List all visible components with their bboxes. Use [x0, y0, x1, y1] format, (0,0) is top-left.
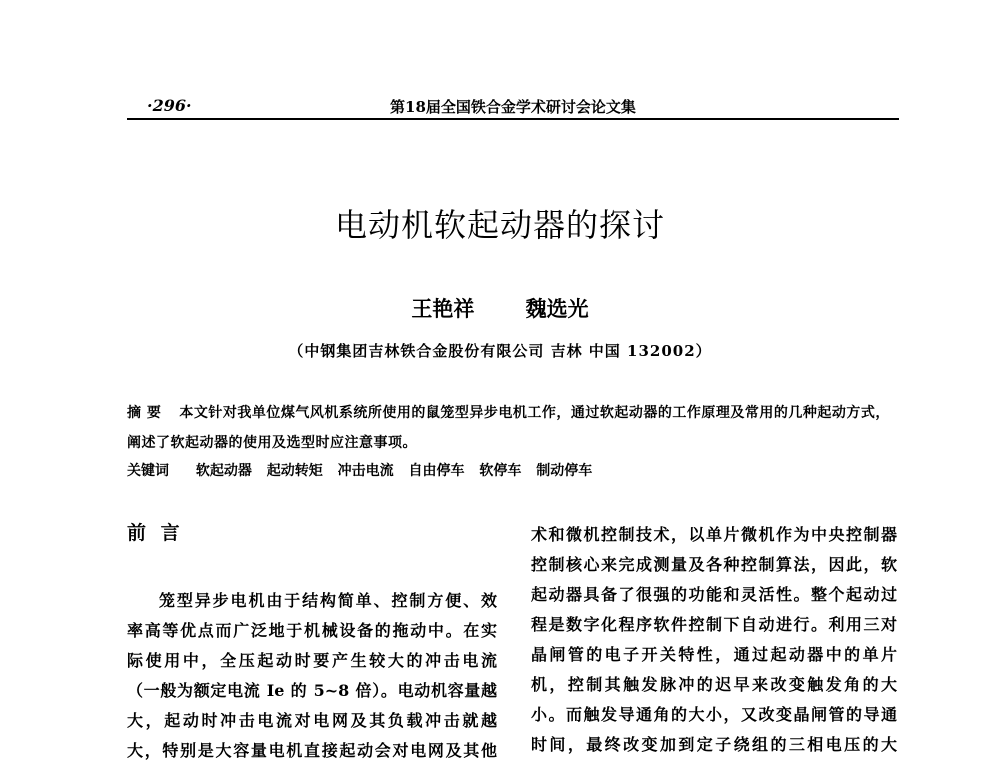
body-line: 晶闸管的电子开关特性，通过起动器中的单片 — [531, 645, 897, 664]
body-line: 起动器具备了很强的功能和灵活性。整个起动过 — [531, 585, 897, 604]
author-name: 王艳祥 — [411, 296, 475, 321]
body-line: 小。而触发导通角的大小，又改变晶闸管的导通 — [531, 705, 897, 724]
body-line: 大，特别是大容量电机直接起动会对电网及其他 — [127, 741, 497, 760]
keyword: 软起动器 — [195, 463, 252, 479]
body-line: 机，控制其触发脉冲的迟早来改变触发角的大 — [531, 675, 897, 694]
page-number: ·296· — [147, 96, 192, 115]
body-line: 程是数字化程序软件控制下自动进行。利用三对 — [531, 615, 897, 634]
abstract-text: 本文针对我单位煤气风机系统所使用的鼠笼型异步电机工作，通过软起动器的工作原理及常用的几种起动方式，阐述了软起动器的使用及选型时应注意事项。 — [127, 405, 890, 451]
author-list — [0, 293, 1000, 323]
body-line: 时间，最终改变加到定子绕组的三相电压的大 — [531, 735, 897, 754]
keyword: 冲击电流 — [337, 463, 394, 479]
keywords-label: 关键词 — [127, 463, 169, 479]
keyword: 软停车 — [479, 463, 522, 479]
body-line: 术和微机控制技术，以单片微机作为中央控制器 — [531, 525, 897, 544]
affiliation: （中钢集团吉林铁合金股份有限公司 吉林 中国 132002） — [288, 342, 712, 360]
left-column — [127, 520, 497, 766]
abstract-label: 摘 要 — [127, 405, 162, 421]
keyword: 自由停车 — [408, 463, 465, 479]
paper-title: 电动机软起动器的探讨 — [334, 206, 665, 244]
keyword: 起动转矩 — [266, 463, 323, 479]
body-line: 控制核心来完成测量及各种控制算法，因此，软 — [531, 555, 897, 574]
author-name: 魏选光 — [525, 296, 589, 321]
body-line: 际使用中，全压起动时要产生较大的冲击电流 — [127, 651, 497, 670]
section-heading: 前 言 — [127, 522, 184, 544]
header-rule — [127, 118, 899, 120]
body-line: 大，起动时冲击电流对电网及其负载冲击就越 — [127, 711, 497, 730]
right-column — [531, 520, 897, 760]
running-head — [127, 92, 899, 118]
abstract — [127, 398, 897, 458]
keyword: 制动停车 — [536, 463, 593, 479]
keywords — [127, 458, 897, 484]
journal-title: 第18届全国铁合金学术研讨会论文集 — [390, 98, 636, 116]
body-line: 率高等优点而广泛地于机械设备的拖动中。在实 — [127, 621, 497, 640]
body-line: 笼型异步电机由于结构简单、控制方便、效 — [159, 591, 497, 610]
body-line: （一般为额定电流 Ie 的 5~8 倍）。电动机容量越 — [127, 681, 497, 700]
